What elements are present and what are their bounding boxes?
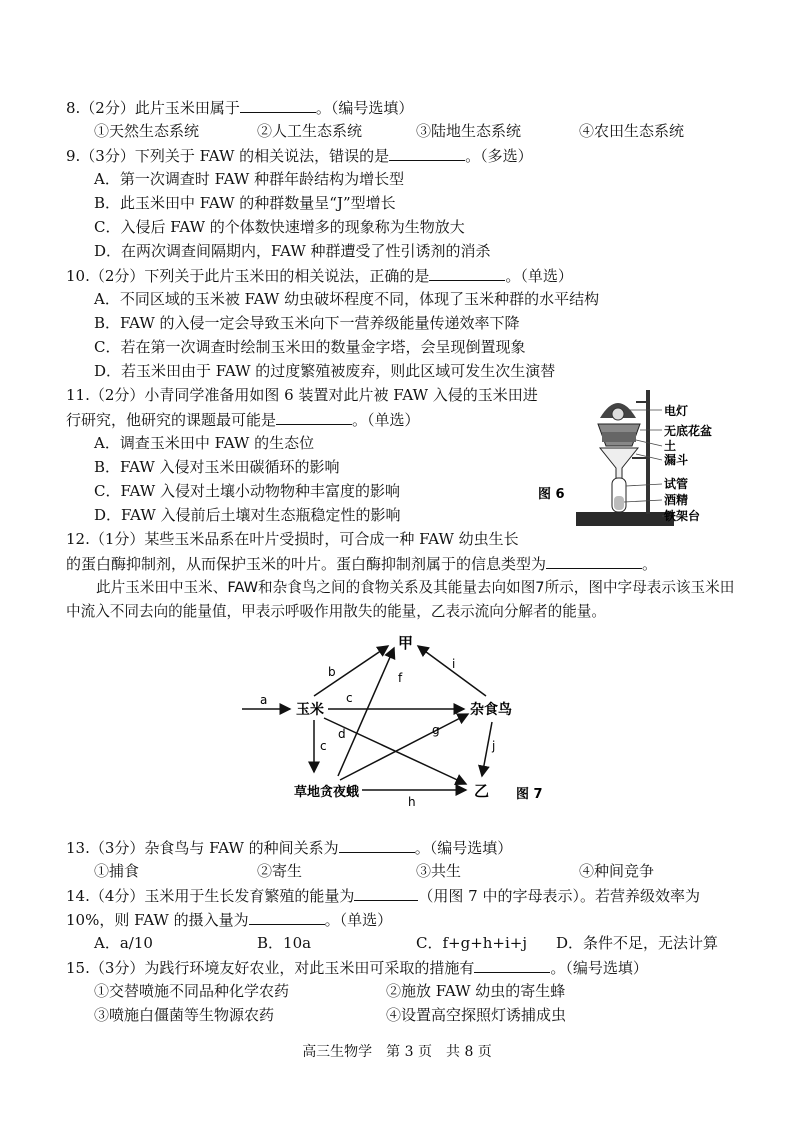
q9-option-d: D．在两次调查间隔期内，FAW 种群遭受了性引诱剂的消杀 — [94, 242, 491, 260]
page-footer: 高三生物学 第 3 页 共 8 页 — [302, 1044, 492, 1060]
q9-answer-blank[interactable] — [389, 144, 465, 161]
arrow-g — [340, 714, 468, 780]
node-jia: 甲 — [398, 634, 414, 652]
q10-stem: 10.（2分）下列关于此片玉米田的相关说法，正确的是 。（单选） — [66, 264, 573, 287]
q14-option-c: C．f+g+h+i+j — [416, 934, 528, 952]
label-test-tube: 试管 — [664, 477, 689, 491]
letter-b: b — [328, 665, 336, 679]
q10-option-b: B．FAW 的入侵一定会导致玉米向下一营养级能量传递效率下降 — [94, 314, 520, 332]
q9-option-b: B．此玉米田中 FAW 的种群数量呈“J”型增长 — [94, 194, 396, 212]
q8-stem: 8.（2分）此片玉米田属于 。（编号选填） — [66, 96, 413, 119]
node-omnivorous-bird: 杂食鸟 — [470, 702, 512, 718]
letter-d: d — [338, 727, 346, 741]
label-lamp: 电灯 — [664, 404, 689, 418]
q13-option: ②寄生 — [257, 862, 303, 880]
q14-option-b: B．10a — [257, 934, 312, 952]
label-soil: 土 — [664, 439, 677, 453]
q11-answer-blank[interactable] — [276, 408, 352, 425]
label-iron-stand: 铁架台 — [664, 509, 701, 523]
q12-stem: 12.（1分）某些玉米品系在叶片受损时，可合成一种 FAW 幼虫生长 — [66, 530, 519, 548]
q13-option: ④种间竞争 — [579, 862, 655, 880]
q14-stem-cont: 10%，则 FAW 的摄入量为 。（单选） — [66, 908, 392, 931]
q11-option-c: C．FAW 入侵对土壤小动物物种丰富度的影响 — [94, 482, 400, 500]
q9-option-c: C．入侵后 FAW 的个体数快速增多的现象称为生物放大 — [94, 218, 465, 236]
q11-option-d: D．FAW 入侵前后土壤对生态瓶稳定性的影响 — [94, 506, 401, 524]
q11-option-a: A．调查玉米田中 FAW 的生态位 — [94, 434, 315, 452]
q14-answer-blank-1[interactable] — [354, 884, 418, 901]
q8-option: ④农田生态系统 — [579, 122, 685, 140]
q10-option-a: A．不同区域的玉米被 FAW 幼虫破坏程度不同，体现了玉米种群的水平结构 — [94, 290, 600, 308]
q9-option-a: A．第一次调查时 FAW 种群年龄结构为增长型 — [94, 170, 405, 188]
letter-g: g — [432, 723, 440, 737]
letter-f: f — [398, 671, 403, 685]
node-yi: 乙 — [474, 782, 490, 800]
soil — [602, 432, 636, 442]
q8-option: ①天然生态系统 — [94, 122, 200, 140]
q10-option-c: C．若在第一次调查时绘制玉米田的数量金字塔，会呈现倒置现象 — [94, 338, 526, 356]
letter-h: h — [408, 795, 416, 809]
q11-stem: 11.（2分）小青同学准备用如图 6 装置对此片被 FAW 入侵的玉米田进 — [66, 386, 538, 404]
q11-stem-cont: 行研究，他研究的课题最可能是 。（单选） — [66, 408, 420, 431]
q12-stem-cont: 的蛋白酶抑制剂，从而保护玉米的叶片。蛋白酶抑制剂属于的信息类型为 。 — [66, 552, 657, 575]
letter-c: c — [320, 739, 327, 753]
q15-option: ④设置高空探照灯诱捕成虫 — [386, 1006, 567, 1024]
figure-7-food-web — [230, 632, 560, 812]
letter-j: j — [492, 739, 496, 753]
q14-option-d: D．条件不足，无法计算 — [556, 934, 719, 952]
iron-stand-rod — [646, 390, 650, 514]
alcohol — [614, 496, 624, 510]
iron-stand-base — [576, 512, 674, 526]
q8-answer-blank[interactable] — [240, 96, 316, 113]
q15-option: ①交替喷施不同品种化学农药 — [94, 982, 290, 1000]
q8-option: ②人工生态系统 — [257, 122, 363, 140]
figure-7-intro: 此片玉米田中玉米、FAW和杂食鸟之间的食物关系及其能量去向如图7所示，图中字母表示该玉米田中流入不同去向的能量值，甲表示呼吸作用散失的能量，乙表示流向分解者的能量。 — [66, 579, 735, 620]
q15-option: ③喷施白僵菌等生物源农药 — [94, 1006, 275, 1024]
q13-answer-blank[interactable] — [339, 836, 415, 853]
q8-option: ③陆地生态系统 — [416, 122, 522, 140]
label-pot: 无底花盆 — [664, 424, 713, 438]
q14-stem: 14.（4分）玉米用于生长发育繁殖的能量为 （用图 7 中的字母表示）。若营养级效率为 — [66, 884, 700, 907]
q14-option-a: A．a/10 — [94, 934, 153, 952]
label-funnel: 漏斗 — [664, 453, 689, 467]
q11-option-b: B．FAW 入侵对玉米田碳循环的影响 — [94, 458, 340, 476]
q13-stem: 13.（3分）杂食鸟与 FAW 的种间关系为 。（编号选填） — [66, 836, 512, 859]
q12-answer-blank[interactable] — [546, 552, 642, 569]
arrow-j — [482, 722, 492, 776]
figure-6-apparatus — [536, 384, 748, 532]
q13-option: ③共生 — [416, 862, 462, 880]
lamp-bulb — [612, 408, 624, 420]
q15-answer-blank[interactable] — [474, 956, 550, 973]
q14-answer-blank-2[interactable] — [249, 908, 325, 925]
node-faw: 草地贪夜蛾 — [294, 785, 360, 800]
q15-stem: 15.（3分）为践行环境友好农业，对此玉米田可采取的措施有 。（编号选填） — [66, 956, 648, 979]
label-alcohol: 酒精 — [664, 493, 689, 507]
q13-option: ①捕食 — [94, 862, 140, 880]
letter-c: c — [346, 691, 353, 705]
q10-option-d: D．若玉米田由于 FAW 的过度繁殖被废弃，则此区域可发生次生演替 — [94, 362, 556, 380]
figure-6-caption: 图 6 — [538, 487, 565, 502]
q9-stem: 9.（3分）下列关于 FAW 的相关说法，错误的是 。（多选） — [66, 144, 533, 167]
letter-i: i — [452, 657, 456, 671]
arrow-i — [418, 646, 486, 696]
letter-a: a — [260, 693, 268, 707]
q10-answer-blank[interactable] — [429, 264, 505, 281]
figure-7-caption: 图 7 — [516, 787, 543, 802]
node-corn: 玉米 — [296, 702, 324, 718]
q15-option: ②施放 FAW 幼虫的寄生蜂 — [386, 982, 566, 1000]
